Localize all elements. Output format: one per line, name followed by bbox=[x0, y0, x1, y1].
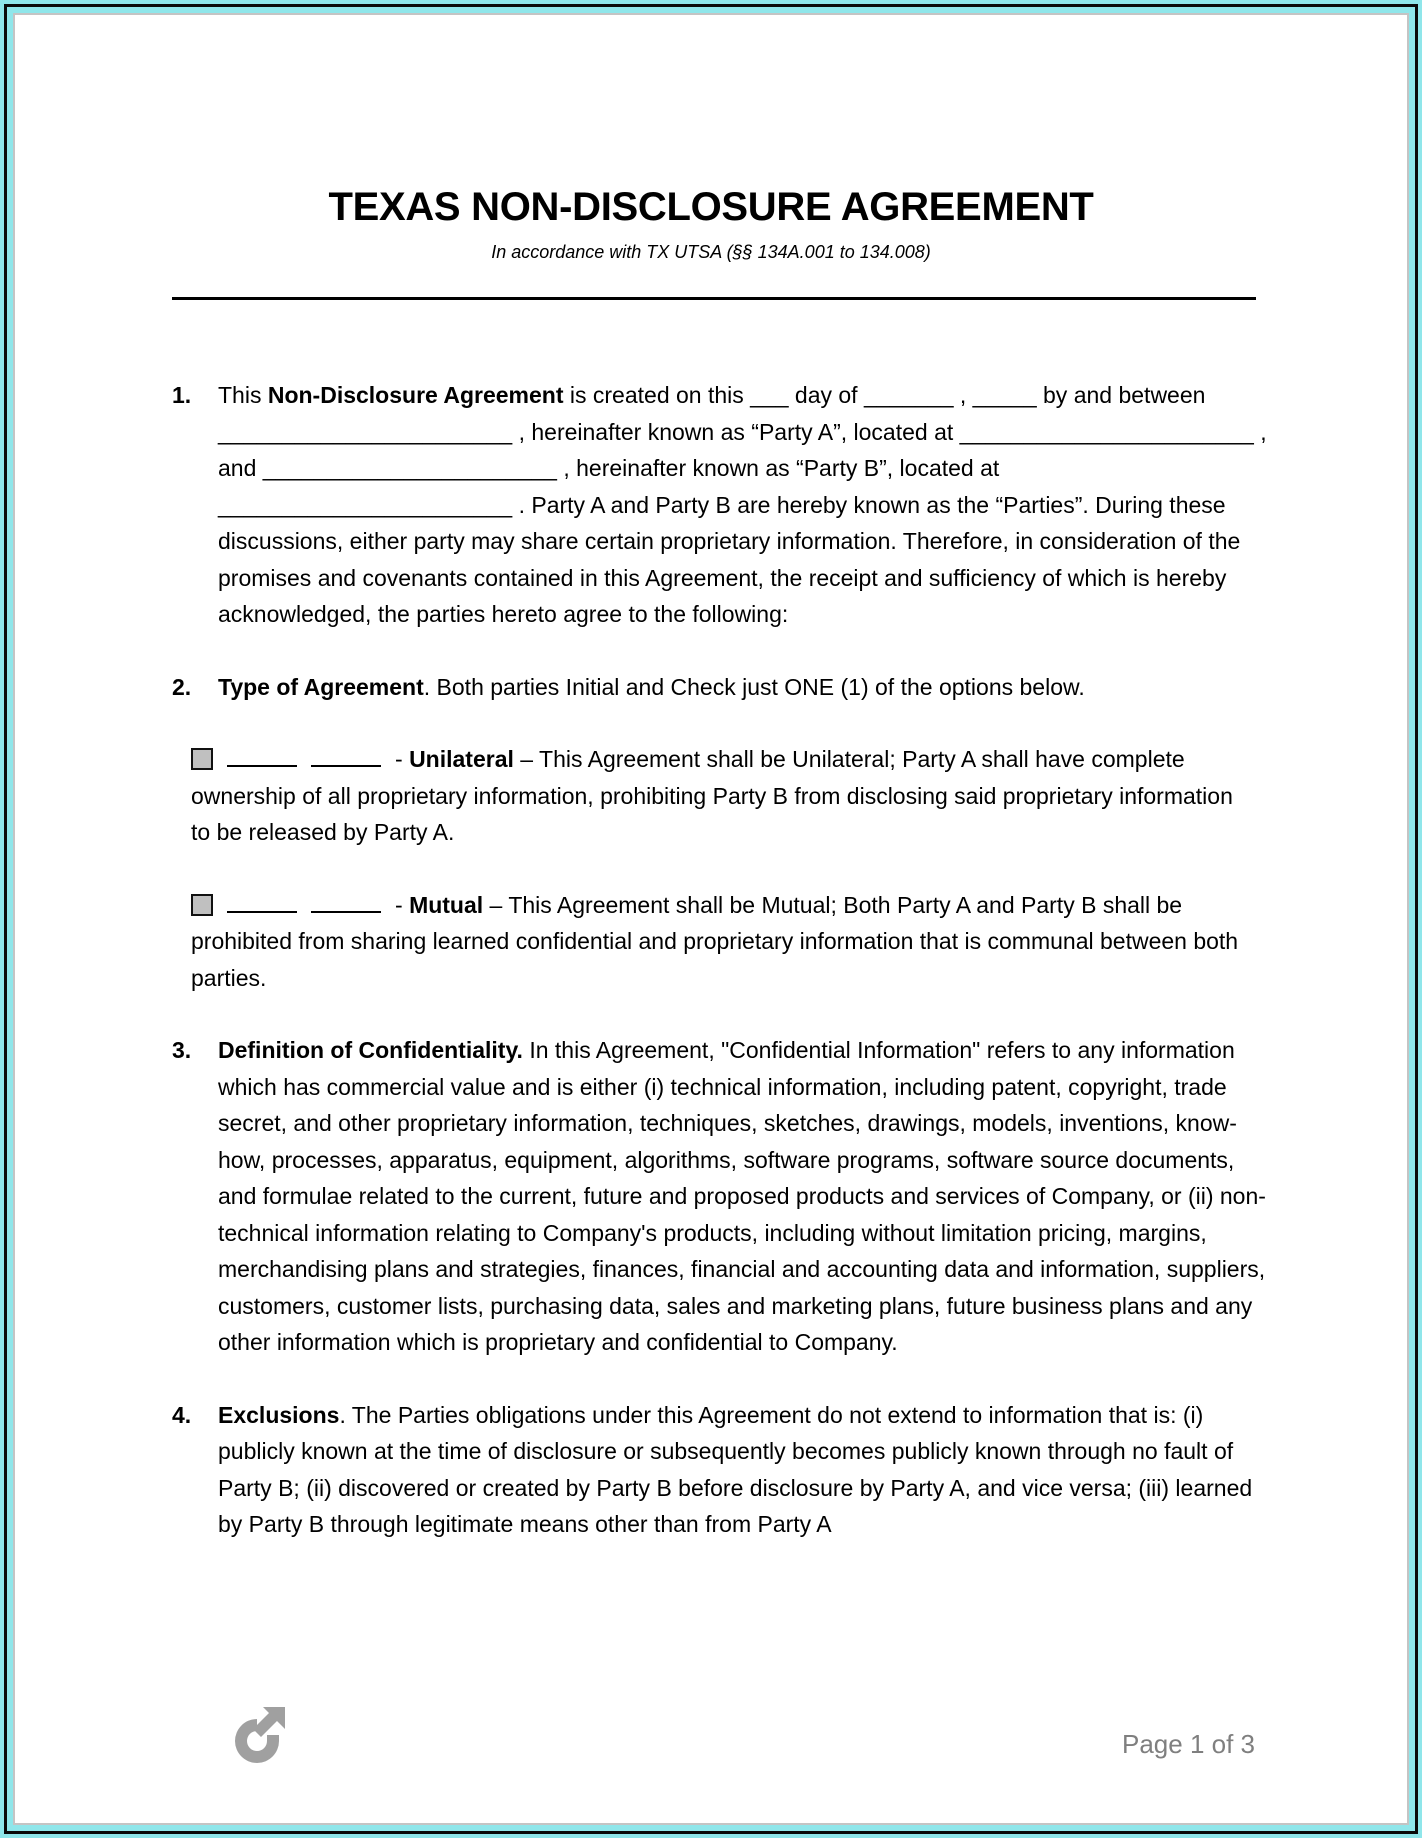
initials-field-party-a[interactable] bbox=[227, 745, 297, 767]
section-heading: Exclusions bbox=[218, 1401, 340, 1428]
window-frame bbox=[4, 4, 1418, 1834]
section-1 bbox=[172, 377, 1272, 633]
document-page bbox=[13, 13, 1409, 1825]
section-heading: Definition of Confidentiality. bbox=[218, 1037, 523, 1063]
option-mutual: - Mutual – This Agreement shall be Mutual; Both Party A and Party B shall be prohibited from sharing learned confidential and proprietary information that is communal between both parties. bbox=[191, 891, 1239, 991]
section-2 bbox=[172, 669, 1272, 997]
frame-inner-border bbox=[7, 7, 1415, 1831]
section-text: Type of Agreement. Both parties Initial and Check just ONE (1) of the options below. bbox=[218, 673, 1085, 700]
section-text: This Non-Disclosure Agreement is created on this ___ day of _______ , _____ by and between _______________________ , hereinafter known as “Party A”, located at _______________________ , and _______________________ , hereinafter known as “Party B”, located at _______________________ . Party A and Party B are hereby known as the “Parties”. During these discussions, either party may share certain proprietary information. Therefore, in consideration of the promises and covenants contained in this Agreement, the receipt and sufficiency of which is hereby acknowledged, the parties hereto agree to the following: bbox=[218, 382, 1267, 627]
option-label: Unilateral bbox=[409, 746, 514, 772]
section-4 bbox=[172, 1397, 1272, 1543]
section-number: 4. bbox=[172, 1401, 192, 1428]
section-number: 1. bbox=[172, 382, 192, 408]
checkbox-unilateral[interactable] bbox=[191, 748, 213, 770]
section-heading: Non-Disclosure Agreement bbox=[267, 382, 564, 408]
document-subtitle: In accordance with TX UTSA (§§ 134A.001 to 134.008) bbox=[491, 242, 931, 262]
page-number: Page 1 of 3 bbox=[1122, 1729, 1255, 1759]
section-number: 3. bbox=[172, 1037, 192, 1063]
initials-field-party-a[interactable] bbox=[227, 891, 297, 913]
share-arrow-icon bbox=[227, 1705, 287, 1767]
section-text: Exclusions. The Parties obligations under this Agreement do not extend to information that is: (i) publicly known at the time of disclosure or subsequently becomes publicly known through no fault of Party B; (ii) discovered or created by Party B before disclosure by Party A, and vice versa; (iii) learned by Party B through legitimate means other than from Party A bbox=[218, 1401, 1253, 1537]
initials-field-party-b[interactable] bbox=[311, 891, 381, 913]
initials-field-party-b[interactable] bbox=[311, 745, 381, 767]
section-number: 2. bbox=[172, 673, 192, 700]
section-text: Definition of Confidentiality. In this Agreement, "Confidential Information" refers to any information which has commercial value and is either (i) technical information, including patent, copyright, trade secret, and other proprietary information, techniques, sketches, drawings, models, inventions, know-how, processes, apparatus, equipment, algorithms, software programs, software source documents, and formulae related to the current, future and proposed products and services of Company, or (ii) non-technical information relating to Company's products, including without limitation pricing, margins, merchandising plans and strategies, finances, financial and accounting data and information, suppliers, customers, customer lists, purchasing data, sales and marketing plans, future business plans and any other information which is proprietary and confidential to Company. bbox=[218, 1037, 1266, 1355]
option-label: Mutual bbox=[409, 891, 484, 918]
document-body bbox=[172, 377, 1272, 1579]
section-3 bbox=[172, 1032, 1272, 1361]
option-unilateral: - Unilateral – This Agreement shall be Unilateral; Party A shall have complete ownership of all proprietary information, prohibiting Party B from disclosing said proprietary information to be released by Party A. bbox=[191, 746, 1233, 845]
checkbox-mutual[interactable] bbox=[191, 894, 213, 916]
title-divider bbox=[172, 297, 1256, 300]
section-heading: Type of Agreement bbox=[218, 673, 424, 700]
document-title: TEXAS NON-DISCLOSURE AGREEMENT bbox=[328, 185, 1094, 229]
